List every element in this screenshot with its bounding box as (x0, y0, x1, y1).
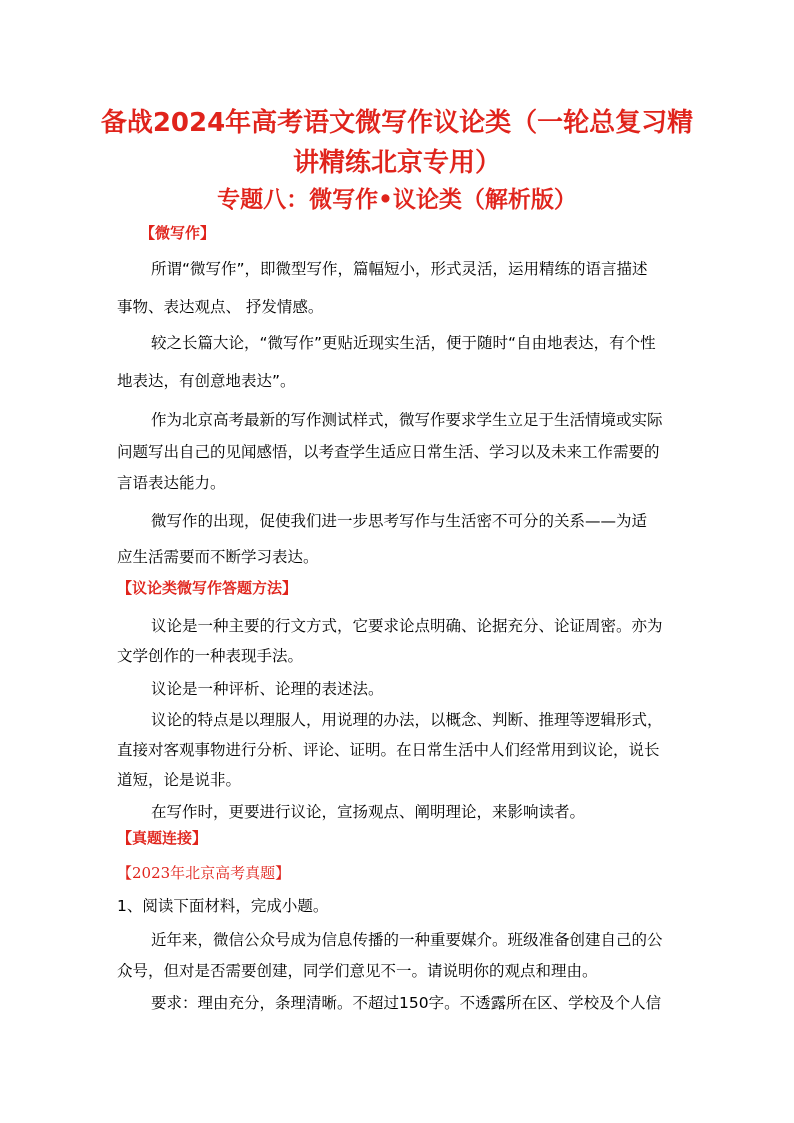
section-heading-method: 【议论类微写作答题方法】 (117, 579, 298, 597)
title-line-2: 讲精练北京专用） (292, 148, 501, 178)
subtitle: 专题八：微写作•议论类（解析版） (217, 186, 577, 213)
exam-source-tag: 【2023年北京高考真题】 (117, 864, 291, 882)
paragraph-line: 要求：理由充分，条理清晰。不超过150字。不透露所在区、学校及个人信 (151, 994, 662, 1012)
paragraph-line: 众号，但对是否需要创建，同学们意见不一。请说明你的观点和理由。 (117, 962, 598, 980)
paragraph-line: 较之长篇大论，“微写作”更贴近现实生活，便于随时“自由地表达，有个性 (151, 334, 656, 352)
paragraph-line: 事物、表达观点、 抒发情感。 (117, 298, 324, 316)
paragraph-line: 地表达，有创意地表达”。 (117, 372, 296, 390)
paragraph-line: 作为北京高考最新的写作测试样式，微写作要求学生立足于生活情境或实际 (151, 411, 663, 429)
paragraph-line: 近年来，微信公众号成为信息传播的一种重要媒介。班级准备创建自己的公 (151, 931, 663, 949)
paragraph-line: 道短，论是说非。 (117, 771, 242, 789)
paragraph-line: 言语表达能力。 (117, 474, 226, 492)
paragraph-line: 问题写出自己的见闻感悟，以考查学生适应日常生活、学习以及未来工作需要的 (117, 443, 660, 461)
title-line-1: 备战2024年高考语文微写作议论类（一轮总复习精 (100, 108, 694, 138)
paragraph-line: 直接对客观事物进行分析、评论、证明。在日常生活中人们经常用到议论，说长 (117, 741, 660, 759)
paragraph-line: 微写作的出现，促使我们进一步思考写作与生活密不可分的关系——为适 (151, 512, 648, 530)
paragraph-line: 议论的特点是以理服人，用说理的办法，以概念、判断、推理等逻辑形式， (151, 711, 663, 729)
section-heading-real-questions: 【真题连接】 (117, 829, 208, 847)
paragraph-line: 文学创作的一种表现手法。 (117, 647, 304, 665)
section-heading-micro-writing: 【微写作】 (140, 224, 216, 242)
paragraph-line: 应生活需要而不断学习表达。 (117, 548, 319, 566)
question-line: 1、阅读下面材料，完成小题。 (117, 897, 329, 915)
paragraph-line: 在写作时，更要进行议论，宣扬观点、阐明理论，来影响读者。 (151, 803, 586, 821)
paragraph-line: 所谓“微写作”，即微型写作，篇幅短小，形式灵活，运用精练的语言描述 (151, 260, 648, 278)
paragraph-line: 议论是一种主要的行文方式，它要求论点明确、论据充分、论证周密。亦为 (151, 617, 663, 635)
paragraph-line: 议论是一种评析、论理的表述法。 (151, 680, 384, 698)
